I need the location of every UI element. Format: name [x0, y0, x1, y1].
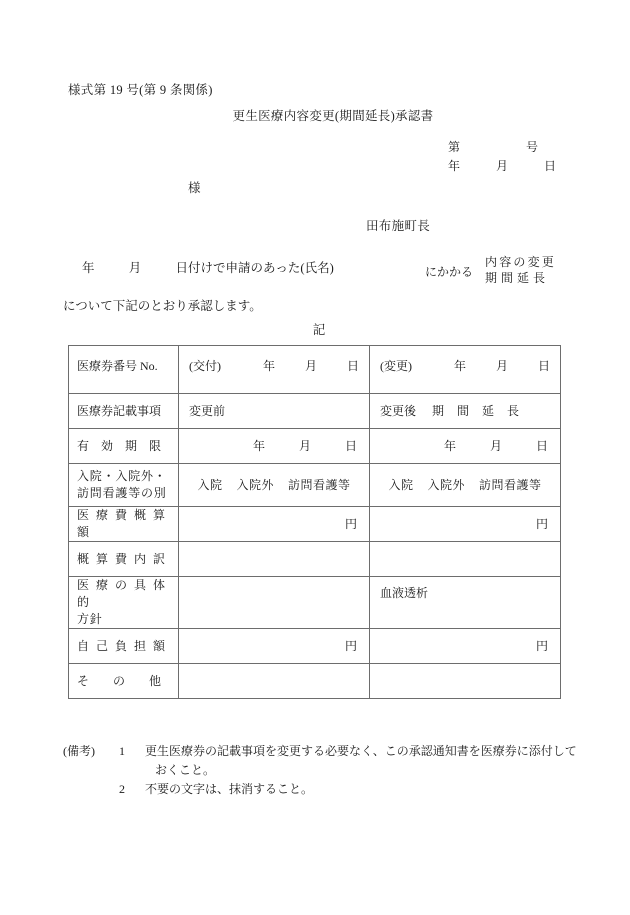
- table-row: [69, 577, 561, 629]
- remark-continuation: おくこと。: [155, 763, 216, 777]
- row-label-cell: [69, 464, 179, 507]
- before-change-value: 変更前: [189, 403, 226, 418]
- remarks-label: (備考): [63, 744, 95, 758]
- remark-number: 1: [119, 744, 125, 758]
- policy-after-value: 血液透析: [380, 586, 429, 600]
- valid-after-month: 月: [489, 438, 502, 453]
- date-year-label: 年: [448, 159, 461, 173]
- issue-month: 月: [304, 358, 317, 373]
- valid-before-day: 日: [344, 438, 357, 453]
- row-before-cell: [179, 577, 370, 629]
- change-option-period: 期間延長: [485, 271, 550, 285]
- row-label-cell: [69, 577, 179, 629]
- addressee-honorific: 様: [188, 181, 201, 195]
- copay-before-unit: 円: [344, 638, 357, 653]
- care-type-after-outpatient: 入院外: [427, 477, 465, 492]
- document-number-block: [448, 138, 557, 176]
- row-label: 医療券番号 No.: [77, 358, 158, 373]
- row-after-cell: [370, 507, 561, 542]
- after-change-value: [370, 403, 560, 420]
- row-label-cell: [69, 507, 179, 542]
- row-label: 医 療 費 概 算 額: [77, 508, 168, 539]
- issue-year: 年: [262, 358, 275, 373]
- row-after-cell: [370, 577, 561, 629]
- row-label-line1: 入院・入院外・: [77, 469, 167, 483]
- change-month: 月: [495, 358, 508, 373]
- table-row: [69, 542, 561, 577]
- care-type-before-homecare: 訪問看護等: [288, 477, 351, 492]
- row-before-cell: [179, 429, 370, 464]
- change-tag: (変更): [380, 358, 412, 373]
- row-label-cell: [69, 394, 179, 429]
- row-label: 概 算 費 内 訳: [77, 551, 168, 566]
- period-extension-label: 期 間 延 長: [432, 403, 525, 418]
- table-row: [69, 629, 561, 664]
- table-row: [69, 464, 561, 507]
- issue-tag: (交付): [189, 358, 221, 373]
- change-option-content: 内容の変更: [485, 255, 557, 269]
- after-change-label: 変更後: [380, 403, 417, 418]
- row-after-cell: [370, 664, 561, 699]
- row-before-cell: [179, 507, 370, 542]
- row-before-cell: [179, 629, 370, 664]
- row-label-cell: [69, 429, 179, 464]
- table-row: [69, 429, 561, 464]
- row-label-cell: [69, 664, 179, 699]
- form-number: 様式第 19 号(第 9 条関係): [68, 83, 213, 97]
- change-day: 日: [537, 358, 550, 373]
- table-row: [69, 394, 561, 429]
- row-label: 有 効 期 限: [77, 438, 162, 453]
- estimate-before-unit: 円: [344, 516, 357, 531]
- valid-before-month: 月: [298, 438, 311, 453]
- care-type-before: [179, 477, 369, 494]
- row-before-cell: [179, 394, 370, 429]
- issue-date-field: [179, 358, 369, 382]
- row-label-cell: [69, 629, 179, 664]
- issue-day: 日: [346, 358, 359, 373]
- remark-text: 更生医療券の記載事項を変更する必要なく、この承認通知書を医療券に添付して: [145, 744, 577, 758]
- row-label: 医療券記載事項: [77, 403, 162, 418]
- sentence-rest: 日付けで申請のあった(氏名): [175, 261, 334, 275]
- remark-item: [63, 742, 583, 761]
- table-row: [69, 507, 561, 542]
- row-label: 自 己 負 担 額: [77, 638, 168, 653]
- row-label: [69, 468, 178, 502]
- row-label-line1: 医 療 の 具 体 的: [77, 578, 168, 609]
- issuer-name: 田布施町長: [366, 219, 431, 233]
- remark-number: 2: [119, 782, 125, 796]
- change-year: 年: [453, 358, 466, 373]
- approval-sentence: について下記のとおり承認します。: [63, 299, 262, 313]
- nikakaru-text: にかかる: [425, 265, 474, 279]
- document-number-unit: 号: [526, 140, 539, 154]
- care-type-after-inpatient: 入院: [388, 477, 414, 492]
- estimate-after-unit: 円: [535, 516, 548, 531]
- row-after-cell: [370, 346, 561, 394]
- valid-period-before: [179, 438, 369, 455]
- row-after-cell: [370, 629, 561, 664]
- valid-period-after: [370, 438, 560, 455]
- row-label: [69, 577, 178, 628]
- change-type-options: [485, 254, 556, 286]
- sentence-month: 月: [128, 261, 142, 275]
- document-number-label: 第: [448, 140, 461, 154]
- row-after-cell: [370, 542, 561, 577]
- change-date-field: [370, 358, 560, 382]
- approval-detail-table: [68, 345, 561, 699]
- valid-after-day: 日: [535, 438, 548, 453]
- table-row: [69, 346, 561, 394]
- row-label-line2: 方針: [77, 612, 103, 626]
- row-before-cell: [179, 464, 370, 507]
- row-after-cell: [370, 429, 561, 464]
- care-type-before-inpatient: 入院: [197, 477, 223, 492]
- document-number-row: [448, 138, 546, 157]
- sentence-year: 年: [82, 261, 95, 275]
- row-before-cell: [179, 664, 370, 699]
- valid-before-year: 年: [252, 438, 265, 453]
- row-label-cell: [69, 542, 179, 577]
- date-day-label: 日: [544, 159, 557, 173]
- row-after-cell: [370, 394, 561, 429]
- row-label: そ の 他: [77, 673, 162, 688]
- row-label-line2: 訪問看護等の別: [77, 486, 167, 500]
- table-row: [69, 664, 561, 699]
- date-month-label: 月: [496, 159, 509, 173]
- care-type-after: [370, 477, 560, 494]
- row-before-cell: [179, 542, 370, 577]
- remark-item: [63, 780, 583, 799]
- remark-text: 不要の文字は、抹消すること。: [145, 782, 314, 796]
- row-after-cell: [370, 464, 561, 507]
- copay-after-unit: 円: [535, 638, 548, 653]
- row-before-cell: [179, 346, 370, 394]
- remarks-section: [63, 742, 583, 799]
- care-type-before-outpatient: 入院外: [236, 477, 274, 492]
- document-title: 更生医療内容変更(期間延長)承認書: [232, 109, 434, 123]
- care-type-after-homecare: 訪問看護等: [479, 477, 542, 492]
- valid-after-year: 年: [443, 438, 456, 453]
- ki-marker: 記: [312, 323, 326, 337]
- document-date-row: [448, 157, 557, 176]
- row-label-cell: [69, 346, 179, 394]
